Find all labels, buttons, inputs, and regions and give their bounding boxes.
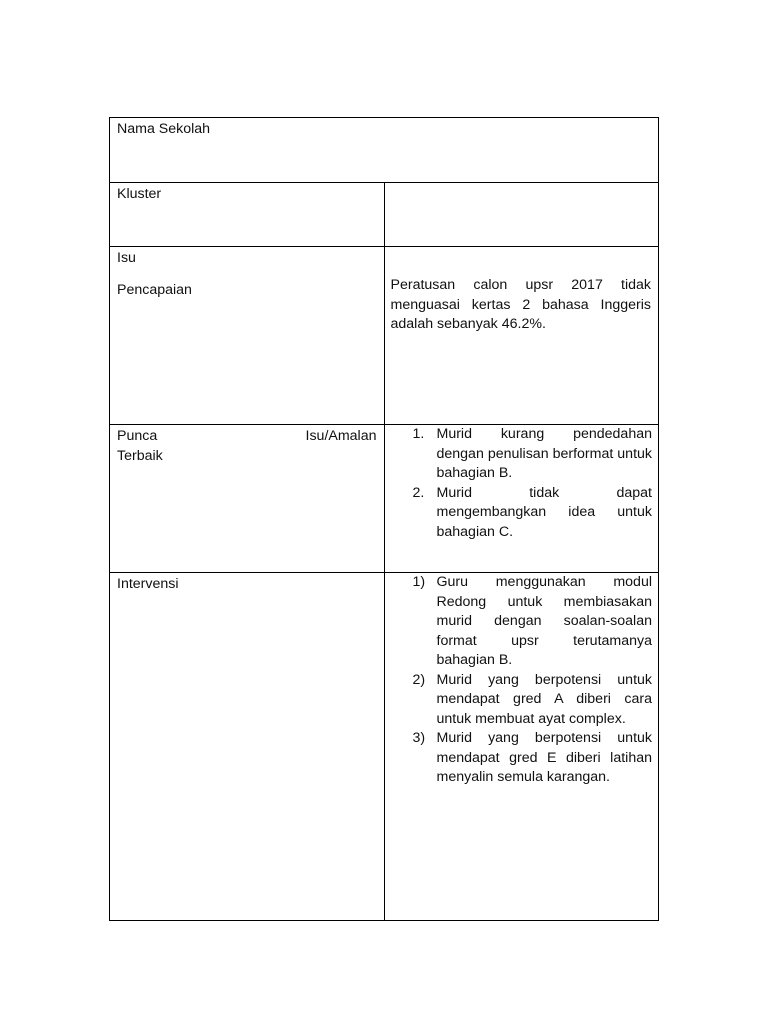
punca-label-word1: Punca [117, 428, 158, 444]
list-item-number: 2. [412, 484, 425, 501]
nama-sekolah-cell [110, 118, 659, 183]
nama-sekolah-label: Nama Sekolah [117, 121, 211, 137]
pencapaian-text: Peratusan calon upsr 2017 tidak menguasai kertas 2 bahasa Inggeris adalah sebanyak 46.2%. [390, 277, 651, 332]
punca-list [391, 425, 653, 542]
row-isu [110, 247, 659, 425]
row-intervensi [110, 573, 659, 921]
pencapaian-label: Pencapaian [117, 281, 192, 298]
kluster-value-cell [384, 183, 659, 247]
kluster-label-cell [110, 183, 385, 247]
list-item-number: 2) [412, 671, 426, 688]
intervensi-list [391, 573, 653, 788]
intervensi-label: Intervensi [117, 576, 179, 592]
list-item [391, 484, 653, 543]
list-item-number: 1) [412, 574, 426, 590]
punca-value-cell [384, 425, 659, 573]
list-item-number: 1. [412, 426, 425, 442]
school-intervention-form [109, 117, 659, 921]
row-nama-sekolah [110, 118, 659, 183]
list-item [391, 425, 653, 484]
list-item-number: 3) [412, 730, 426, 746]
row-punca-isu [110, 425, 659, 573]
punca-label-line2: Terbaik [117, 447, 163, 464]
list-item-text: Murid yang berpotensi untuk mendapat gred A diberi cara untuk membuat ayat complex. [436, 671, 652, 727]
list-item [391, 573, 653, 671]
row-kluster [110, 183, 659, 247]
punca-label-cell [110, 425, 385, 573]
list-item [391, 729, 653, 788]
list-item-text: Murid kurang pendedahan dengan penulisan berformat untuk bahagian B. [436, 426, 652, 481]
punca-label-word2: Isu/Amalan [305, 428, 377, 444]
isu-label-cell [110, 247, 385, 425]
list-item [391, 671, 653, 730]
list-item-text: Murid tidak dapat mengembangkan idea untuk bahagian C. [436, 484, 652, 540]
list-item-text: Murid yang berpotensi untuk mendapat gred E diberi latihan menyalin semula karangan. [436, 730, 652, 785]
intervensi-label-cell [110, 573, 385, 921]
punca-label-line1 [117, 427, 377, 447]
isu-value-cell [384, 247, 659, 425]
intervensi-value-cell [384, 573, 659, 921]
kluster-label: Kluster [117, 186, 162, 202]
list-item-text: Guru menggunakan modul Redong untuk membiasakan murid dengan soalan-soalan format upsr terutamanya bahagian B. [436, 574, 652, 668]
isu-label: Isu [117, 250, 136, 266]
